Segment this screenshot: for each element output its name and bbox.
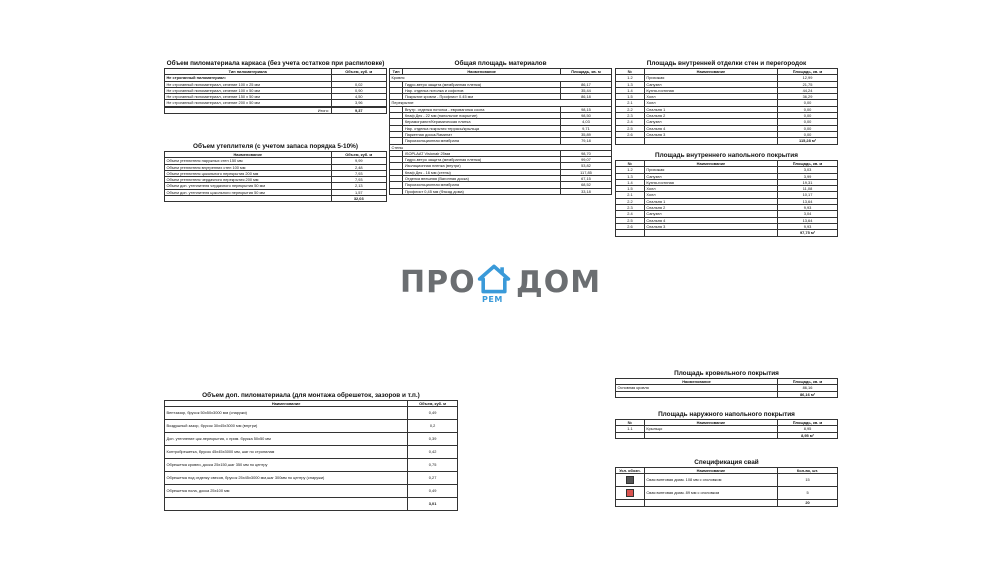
table-row: Покрытие кровли - Профлист 0.45 мм 86,18 — [390, 94, 612, 100]
table-row: Свая винтовая диам. 89 мм с оголовком 5 — [616, 487, 838, 500]
table-row: Объем утеплителя чердачного перекрытия 200 мм 7,93 — [165, 177, 387, 183]
piles-block — [615, 459, 838, 507]
table-header: № — [616, 161, 645, 167]
table-row: Не строганный пиломатериал, сечение 100 х 50 мм 0,90 — [165, 87, 387, 93]
piles-title: Спецификация свай — [694, 459, 759, 466]
frame-lumber-table — [164, 68, 387, 114]
table-row: 2.2 Спальня 1 0,00 — [616, 106, 838, 112]
house-icon — [476, 262, 512, 296]
extra-lumber-title: Объем доп. пиломатериала (для монтажа обрешеток, зазоров и т.п.) — [202, 392, 420, 399]
table-row: Изоляционная пленка (внутри) 53,82 — [390, 163, 612, 169]
table-row: Обрешетка под отделку свесов, брусок 25х45х3000 мм,шаг 300мм по центру (снаружи) 0,27 — [165, 472, 458, 485]
table-row: Пароизоляционная мембрана 68,52 — [390, 182, 612, 188]
table-header: Площадь, кв. м — [778, 420, 838, 426]
table-row: 2.2 Спальня 1 13,64 — [616, 198, 838, 204]
table-header: Наименование — [644, 468, 777, 474]
table-row: Не строганный пиломатериал: — [165, 75, 387, 81]
table-row: 1.4 Кухня-гостиная 44,24 — [616, 87, 838, 93]
frame-lumber-block — [164, 60, 387, 114]
table-row: 2.3 Спальня 2 9,93 — [616, 205, 838, 211]
floor-finish-table — [615, 160, 838, 237]
table-row: Контробрешетка, брусок 45х45х3000 мм, шаг по стропилам 0,42 — [165, 446, 458, 459]
table-header: Объем, куб. м — [331, 152, 387, 158]
table-header: Наименование — [165, 401, 408, 407]
table-row: Вентзазор, брусок 50х50х3000 мм (снаружи) 0,49 — [165, 407, 458, 420]
table-row: Объем утеплителя внутренних стен 100 мм 2,48 — [165, 164, 387, 170]
table-row: 2.3 Спальня 2 0,00 — [616, 113, 838, 119]
table-row: 2.4 Санузел 3,04 — [616, 211, 838, 217]
floor-finish-block — [615, 152, 838, 237]
table-row: Гидро-ветро защита (мембранная пленка) 86,17 — [390, 81, 612, 87]
table-row: 1.2 Прихожая 3,03 — [616, 167, 838, 173]
table-row: Обрешетка пола, доска 25х100 мм 0,49 — [165, 485, 458, 498]
roof-table — [615, 378, 838, 398]
table-header: Наименование — [644, 161, 777, 167]
table-header: Объем, куб. м — [331, 69, 387, 75]
table-row: Объем доп. утеплителя цокольного перекрытия 50 мм 1,57 — [165, 189, 387, 195]
table-row: Не строганный пиломатериал, сечение 150 х 50 мм 4,50 — [165, 94, 387, 100]
table-header: Объем, куб. м — [408, 401, 458, 407]
table-row: Нар. отделка покрытия террасы/крыльца 9,71 — [390, 125, 612, 131]
total-row: 115,28 м² — [616, 138, 838, 144]
table-header: Наименование — [644, 69, 777, 75]
extra-lumber-table — [164, 400, 458, 511]
group-row: Стены — [390, 144, 612, 150]
insulation-block — [164, 143, 387, 202]
table-row: 2.4 Санузел 0,00 — [616, 119, 838, 125]
roof-block — [615, 370, 838, 398]
table-row: 2.1 Холл 0,00 — [616, 100, 838, 106]
table-header: Наименование — [616, 379, 778, 385]
materials-table — [389, 68, 612, 195]
materials-block — [389, 60, 612, 195]
table-row: 1.5 Холл 36,29 — [616, 94, 838, 100]
table-header: Усл. обозн. — [616, 468, 645, 474]
table-row: 2.5 Спальня 4 0,00 — [616, 125, 838, 131]
roof-title: Площадь кровельного покрытия — [674, 370, 779, 377]
table-row: ISOPLAAT Visionair 25мм 98,70 — [390, 150, 612, 156]
table-row: Паркетная доска/Ламинат 35,89 — [390, 131, 612, 137]
floor-finish-title: Площадь внутреннего напольного покрытия — [655, 152, 798, 159]
table-row: Пароизоляционная мембрана 79,18 — [390, 138, 612, 144]
table-row: Свая винтовая диам. 108 мм с оголовком 15 — [616, 474, 838, 487]
table-row: Кнаф Дек - 16 мм (стены) 117,85 — [390, 169, 612, 175]
table-row: 2.6 Спальня 3 9,93 — [616, 223, 838, 229]
table-row: 1.1 Крыльцо 8,95 — [616, 426, 838, 432]
table-row: 1.3 Санузел 3,99 — [616, 173, 838, 179]
outer-floor-title: Площадь наружного напольного покрытия — [658, 411, 795, 418]
insulation-title: Объем утеплителя (с учетом запаса порядка 5-10%) — [193, 143, 358, 150]
table-row: Кнаф Дек - 22 мм (напольное покрытие) 98,50 — [390, 113, 612, 119]
table-row: Не строганный пиломатериал, сечение 100 х 25 мм 0,02 — [165, 81, 387, 87]
table-row: Не строганный пиломатериал, сечение 200 х 50 мм 3,96 — [165, 100, 387, 106]
walls-finish-block — [615, 60, 838, 145]
insulation-table — [164, 151, 387, 202]
total-row: 20 — [616, 500, 838, 506]
table-row: Керамогранит/Керамическая плитка 4,03 — [390, 119, 612, 125]
total-row: 32,03 — [165, 196, 387, 202]
table-row: Объем утеплителя цокольного перекрытия 200 мм 7,93 — [165, 170, 387, 176]
table-header: Кол-во, шт. — [778, 468, 838, 474]
frame-lumber-title: Объем пиломатериала каркаса (без учета остатков при распиловке) — [166, 60, 385, 67]
materials-title: Общая площадь материалов — [454, 60, 547, 67]
table-row: 1.4 Кухня-гостиная 19,31 — [616, 179, 838, 185]
total-row: Итого: 9,37 — [165, 107, 387, 113]
table-header: № — [616, 420, 645, 426]
table-header: Площадь, кв. м — [778, 161, 838, 167]
table-row: 1.5 Холл 11,08 — [616, 186, 838, 192]
logo — [398, 262, 602, 310]
walls-finish-title: Площадь внутренней отделки стен и перегородок — [646, 60, 807, 67]
total-row: 97,75 м² — [616, 230, 838, 236]
table-row: 2.1 Холл 10,17 — [616, 192, 838, 198]
table-row: Профлист 0,45 мм (Фасад дома) 33,18 — [390, 188, 612, 194]
outer-floor-table — [615, 419, 838, 439]
table-row: 1.3 Санузел 21,75 — [616, 81, 838, 87]
table-row: Гидро-ветро защита (мембранная пленка) 99,07 — [390, 157, 612, 163]
pile-marker-icon — [626, 489, 634, 497]
table-row: Объем доп. утеплителя чердачного перекрытия 50 мм 2,13 — [165, 183, 387, 189]
table-header: Наименование — [644, 420, 777, 426]
pile-marker-icon — [626, 476, 634, 484]
walls-finish-table — [615, 68, 838, 145]
table-row: Обрешетка кровли, доска 25х150,шаг 350 мм по центру 0,75 — [165, 459, 458, 472]
table-header: Площадь, кв. м — [778, 69, 838, 75]
table-header: Площадь, кв. м — [560, 69, 611, 75]
logo-text-left: ПРО — [400, 265, 476, 300]
extra-lumber-block — [164, 392, 458, 511]
table-header: Наименование — [403, 69, 561, 75]
total-row: 86,16 м² — [616, 391, 838, 397]
table-row: 2.5 Спальня 4 13,64 — [616, 217, 838, 223]
table-header: Наименование — [165, 152, 332, 158]
table-row: Основная кровля 86,16 — [616, 385, 838, 391]
table-header: Площадь, кв. м — [778, 379, 838, 385]
logo-sub: РЕМ — [482, 295, 503, 304]
table-header: № — [616, 69, 645, 75]
piles-table — [615, 467, 838, 507]
logo-text-right: ДОМ — [516, 265, 602, 300]
table-row: Доп. утепление цок.перекрытия, с прим. бруска 50х50 мм 0,39 — [165, 433, 458, 446]
table-row: 1.2 Прихожая 12,99 — [616, 75, 838, 81]
group-row: Перекрытие — [390, 100, 612, 106]
table-row: 2.6 Спальня 3 0,00 — [616, 131, 838, 137]
table-header: Тип — [390, 69, 403, 75]
table-header: Тип пиломатериала — [165, 69, 332, 75]
group-row: Кровля — [390, 75, 612, 81]
outer-floor-block — [615, 411, 838, 439]
table-row: Воздушный зазор, брусок 30х45х3000 мм (внутри) 0,2 — [165, 420, 458, 433]
table-row: Отделка внешняя (Вагонная доска) 67,15 — [390, 176, 612, 182]
table-row: Внутр. отделка потолка - евровагонка сосна 98,15 — [390, 106, 612, 112]
table-row: Нар. отделка потолка и софитов 35,44 — [390, 87, 612, 93]
total-row: 3,01 — [165, 498, 458, 511]
total-row: 8,95 м² — [616, 432, 838, 438]
table-row: Объем утеплителя наружных стен 150 мм 9,99 — [165, 158, 387, 164]
